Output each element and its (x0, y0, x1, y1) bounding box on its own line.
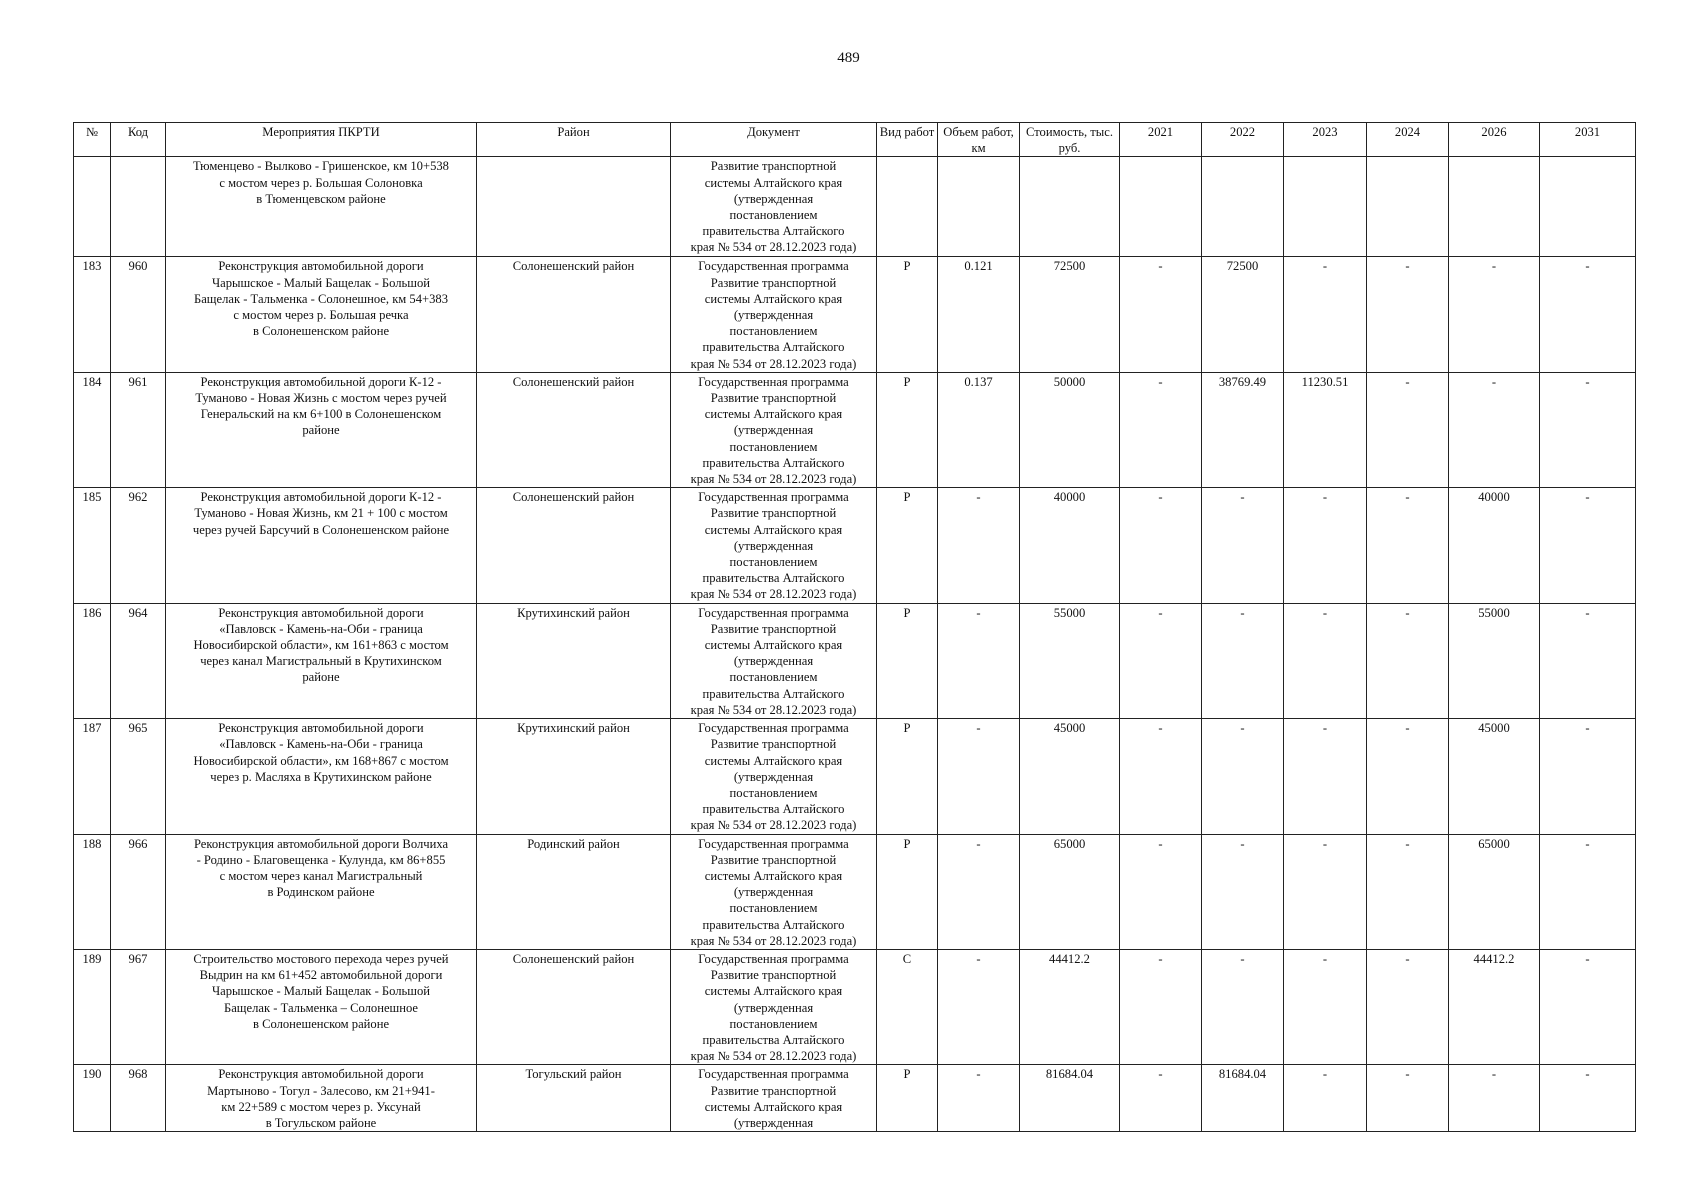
cell-2026: - (1449, 257, 1540, 372)
table-header-row (74, 123, 1636, 157)
cell-code: 964 (111, 603, 166, 718)
cell-2024: - (1367, 1065, 1449, 1132)
cell-district: Родинский район (477, 834, 671, 949)
cell-2023: - (1284, 1065, 1367, 1132)
cell-work-type: Р (877, 834, 938, 949)
cell-code: 960 (111, 257, 166, 372)
cell-cost: 81684.04 (1020, 1065, 1120, 1132)
cell-number: 186 (74, 603, 111, 718)
cell-2022: - (1202, 834, 1284, 949)
cell-number: 190 (74, 1065, 111, 1132)
cell-2021: - (1120, 488, 1202, 603)
table-row (74, 719, 1636, 834)
col-header-2026: 2026 (1449, 123, 1540, 157)
cell-2023: - (1284, 603, 1367, 718)
cell-work-type: Р (877, 257, 938, 372)
cell-volume: - (938, 488, 1020, 603)
cell-volume: 0.137 (938, 372, 1020, 487)
cell-2031: - (1540, 1065, 1636, 1132)
col-header-cost: Стоимость, тыс. руб. (1020, 123, 1120, 157)
cell-2022: - (1202, 719, 1284, 834)
cell-2024: - (1367, 719, 1449, 834)
cell-district: Крутихинский район (477, 603, 671, 718)
cell-volume: - (938, 834, 1020, 949)
cell-2023: - (1284, 949, 1367, 1064)
cell-work-type: Р (877, 1065, 938, 1132)
cell-2023: - (1284, 488, 1367, 603)
cell-2031: - (1540, 949, 1636, 1064)
cell-2024: - (1367, 949, 1449, 1064)
cell-cost: 50000 (1020, 372, 1120, 487)
cell-work-type: С (877, 949, 938, 1064)
cell-2023: 11230.51 (1284, 372, 1367, 487)
cell-volume: - (938, 1065, 1020, 1132)
road-works-table (73, 122, 1636, 1132)
table-row (74, 488, 1636, 603)
cell-code: 961 (111, 372, 166, 487)
col-header-code: Код (111, 123, 166, 157)
cell-code (111, 157, 166, 257)
cell-number: 184 (74, 372, 111, 487)
table-row (74, 834, 1636, 949)
cell-document: Государственная программа Развитие транспортной системы Алтайского края (утвержденная постановлением правительства Алтайского края № 534 от 28.12.2023 года) (671, 949, 877, 1064)
cell-2031: - (1540, 257, 1636, 372)
table-row (74, 949, 1636, 1064)
col-header-volume: Объем работ, км (938, 123, 1020, 157)
cell-2031: - (1540, 372, 1636, 487)
cell-document: Государственная программа Развитие транспортной системы Алтайского края (утвержденная постановлением правительства Алтайского края № 534 от 28.12.2023 года) (671, 603, 877, 718)
cell-2022: - (1202, 488, 1284, 603)
col-header-2031: 2031 (1540, 123, 1636, 157)
cell-number: 189 (74, 949, 111, 1064)
cell-2022: 72500 (1202, 257, 1284, 372)
cell-measure: Строительство мостового перехода через ручей Выдрин на км 61+452 автомобильной дороги Чарышское - Малый Бащелак - Большой Бащелак - Тальменка – Солонешное в Солонешенском районе (166, 949, 477, 1064)
cell-document: Государственная программа Развитие транспортной системы Алтайского края (утвержденная постановлением правительства Алтайского края № 534 от 28.12.2023 года) (671, 257, 877, 372)
cell-number (74, 157, 111, 257)
cell-document: Государственная программа Развитие транспортной системы Алтайского края (утвержденная (671, 1065, 877, 1132)
cell-2026: 65000 (1449, 834, 1540, 949)
cell-code: 968 (111, 1065, 166, 1132)
cell-code: 966 (111, 834, 166, 949)
col-header-number: № (74, 123, 111, 157)
col-header-2024: 2024 (1367, 123, 1449, 157)
table-row (74, 372, 1636, 487)
cell-2022 (1202, 157, 1284, 257)
cell-2031: - (1540, 488, 1636, 603)
cell-2026: 55000 (1449, 603, 1540, 718)
cell-district: Крутихинский район (477, 719, 671, 834)
cell-code: 967 (111, 949, 166, 1064)
cell-volume: 0.121 (938, 257, 1020, 372)
cell-2026: 44412.2 (1449, 949, 1540, 1064)
cell-2023: - (1284, 719, 1367, 834)
cell-2021: - (1120, 372, 1202, 487)
cell-measure: Реконструкция автомобильной дороги Мартыново - Тогул - Залесово, км 21+941- км 22+589 с мостом через р. Уксунай в Тогульском районе (166, 1065, 477, 1132)
cell-2031: - (1540, 719, 1636, 834)
cell-cost: 65000 (1020, 834, 1120, 949)
cell-district: Солонешенский район (477, 257, 671, 372)
cell-document: Государственная программа Развитие транспортной системы Алтайского края (утвержденная постановлением правительства Алтайского края № 534 от 28.12.2023 года) (671, 834, 877, 949)
cell-2022: 38769.49 (1202, 372, 1284, 487)
cell-work-type: Р (877, 372, 938, 487)
cell-2023: - (1284, 257, 1367, 372)
cell-work-type (877, 157, 938, 257)
cell-2021: - (1120, 949, 1202, 1064)
col-header-2021: 2021 (1120, 123, 1202, 157)
cell-2021: - (1120, 719, 1202, 834)
cell-measure: Реконструкция автомобильной дороги «Павловск - Камень-на-Оби - граница Новосибирской области», км 161+863 с мостом через канал Магистральный в Крутихинском районе (166, 603, 477, 718)
col-header-district: Район (477, 123, 671, 157)
cell-2022: - (1202, 603, 1284, 718)
cell-2022: - (1202, 949, 1284, 1064)
cell-2024 (1367, 157, 1449, 257)
cell-2024: - (1367, 372, 1449, 487)
table-row-continued (74, 157, 1636, 257)
cell-2024: - (1367, 488, 1449, 603)
cell-number: 187 (74, 719, 111, 834)
cell-2021 (1120, 157, 1202, 257)
cell-document: Развитие транспортной системы Алтайского края (утвержденная постановлением правительства Алтайского края № 534 от 28.12.2023 года) (671, 157, 877, 257)
cell-cost: 55000 (1020, 603, 1120, 718)
cell-volume: - (938, 949, 1020, 1064)
cell-code: 962 (111, 488, 166, 603)
cell-measure: Реконструкция автомобильной дороги «Павловск - Камень-на-Оби - граница Новосибирской области», км 168+867 с мостом через р. Масляха в Крутихинском районе (166, 719, 477, 834)
cell-volume: - (938, 719, 1020, 834)
cell-2026: 45000 (1449, 719, 1540, 834)
cell-2026 (1449, 157, 1540, 257)
cell-2023: - (1284, 834, 1367, 949)
cell-cost: 45000 (1020, 719, 1120, 834)
cell-2024: - (1367, 257, 1449, 372)
cell-work-type: Р (877, 719, 938, 834)
table-row (74, 257, 1636, 372)
cell-measure: Реконструкция автомобильной дороги К-12 - Туманово - Новая Жизнь, км 21 + 100 с мостом через ручей Барсучий в Солонешенском районе (166, 488, 477, 603)
cell-district: Солонешенский район (477, 949, 671, 1064)
cell-number: 185 (74, 488, 111, 603)
col-header-work-type: Вид работ (877, 123, 938, 157)
table-row (74, 1065, 1636, 1132)
cell-code: 965 (111, 719, 166, 834)
cell-volume: - (938, 603, 1020, 718)
table-row (74, 603, 1636, 718)
cell-2026: - (1449, 1065, 1540, 1132)
cell-measure: Тюменцево - Вылково - Гришенское, км 10+538 с мостом через р. Большая Солоновка в Тюменцевском районе (166, 157, 477, 257)
cell-2026: - (1449, 372, 1540, 487)
col-header-measure: Мероприятия ПКРТИ (166, 123, 477, 157)
cell-2026: 40000 (1449, 488, 1540, 603)
cell-work-type: Р (877, 488, 938, 603)
cell-2031: - (1540, 834, 1636, 949)
cell-district (477, 157, 671, 257)
col-header-document: Документ (671, 123, 877, 157)
cell-2031 (1540, 157, 1636, 257)
cell-volume (938, 157, 1020, 257)
cell-number: 183 (74, 257, 111, 372)
cell-2021: - (1120, 603, 1202, 718)
cell-measure: Реконструкция автомобильной дороги К-12 - Туманово - Новая Жизнь с мостом через ручей Генеральский на км 6+100 в Солонешенском районе (166, 372, 477, 487)
cell-district: Солонешенский район (477, 488, 671, 603)
cell-document: Государственная программа Развитие транспортной системы Алтайского края (утвержденная постановлением правительства Алтайского края № 534 от 28.12.2023 года) (671, 719, 877, 834)
cell-2024: - (1367, 603, 1449, 718)
cell-2024: - (1367, 834, 1449, 949)
cell-2021: - (1120, 1065, 1202, 1132)
cell-2021: - (1120, 834, 1202, 949)
cell-document: Государственная программа Развитие транспортной системы Алтайского края (утвержденная постановлением правительства Алтайского края № 534 от 28.12.2023 года) (671, 372, 877, 487)
cell-measure: Реконструкция автомобильной дороги Чарышское - Малый Бащелак - Большой Бащелак - Тальменка - Солонешное, км 54+383 с мостом через р. Большая речка в Солонешенском районе (166, 257, 477, 372)
cell-2021: - (1120, 257, 1202, 372)
cell-2023 (1284, 157, 1367, 257)
col-header-2023: 2023 (1284, 123, 1367, 157)
cell-work-type: Р (877, 603, 938, 718)
cell-2022: 81684.04 (1202, 1065, 1284, 1132)
cell-number: 188 (74, 834, 111, 949)
cell-2031: - (1540, 603, 1636, 718)
cell-district: Солонешенский район (477, 372, 671, 487)
cell-cost: 44412.2 (1020, 949, 1120, 1064)
cell-measure: Реконструкция автомобильной дороги Волчиха - Родино - Благовещенка - Кулунда, км 86+855 с мостом через канал Магистральный в Родинском районе (166, 834, 477, 949)
cell-cost: 72500 (1020, 257, 1120, 372)
cell-district: Тогульский район (477, 1065, 671, 1132)
cell-cost (1020, 157, 1120, 257)
col-header-2022: 2022 (1202, 123, 1284, 157)
cell-document: Государственная программа Развитие транспортной системы Алтайского края (утвержденная постановлением правительства Алтайского края № 534 от 28.12.2023 года) (671, 488, 877, 603)
page-number: 489 (837, 50, 860, 66)
cell-cost: 40000 (1020, 488, 1120, 603)
